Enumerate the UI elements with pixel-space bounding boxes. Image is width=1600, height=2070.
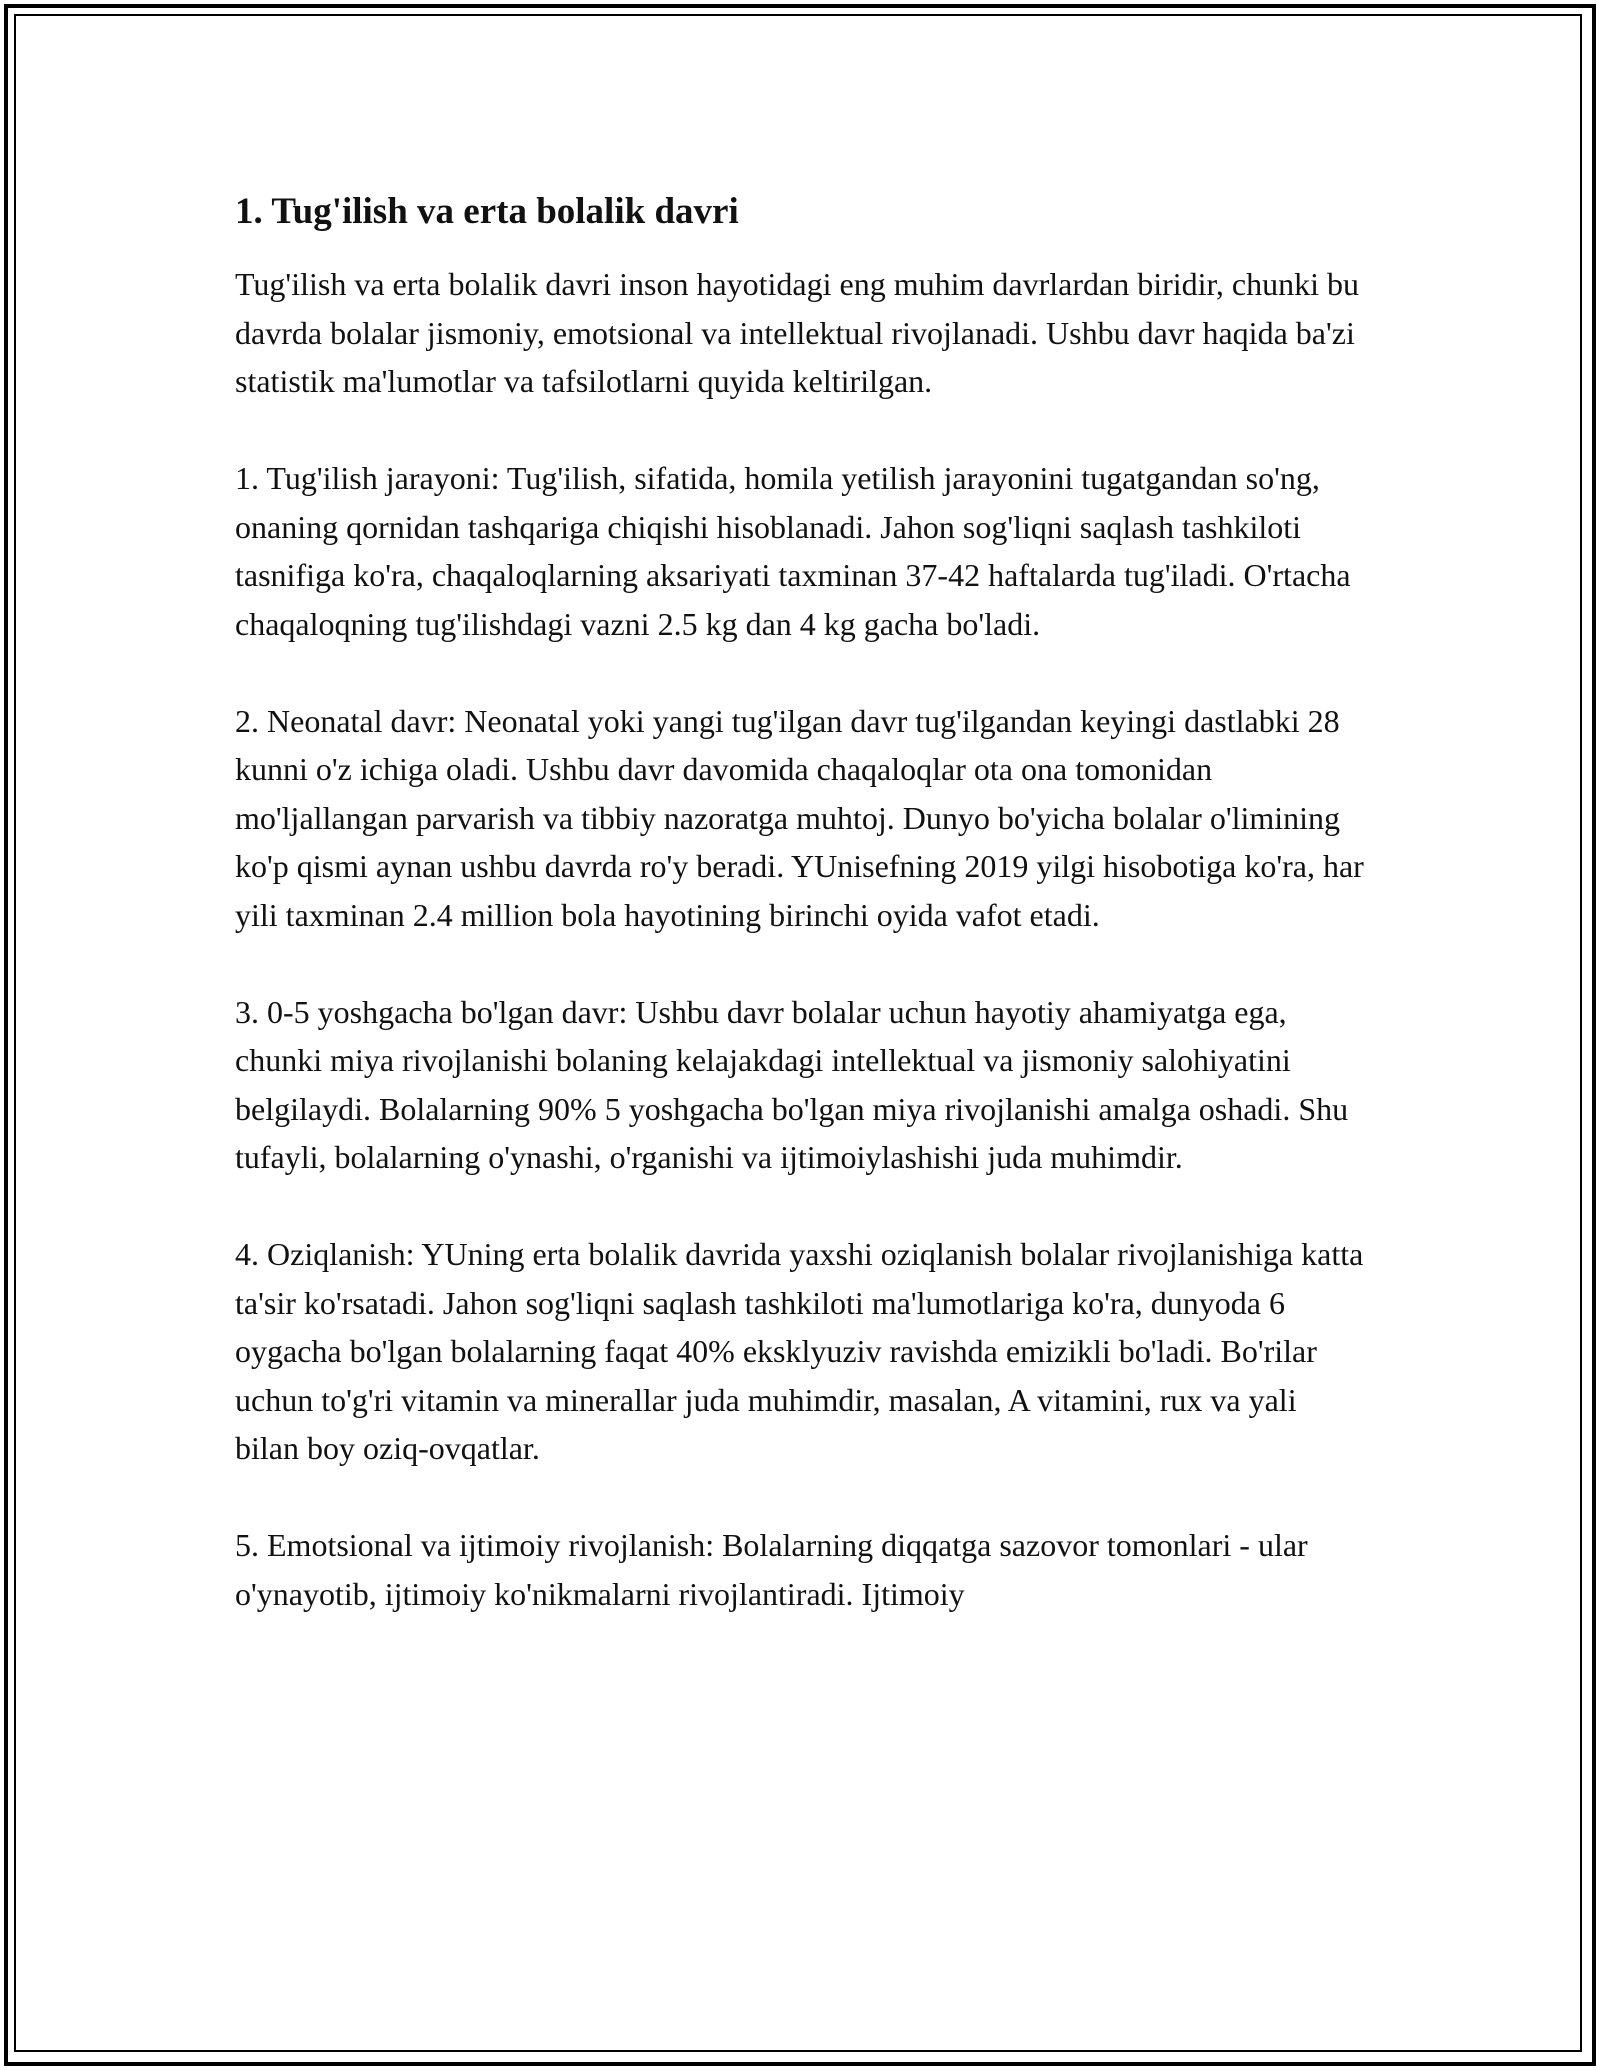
paragraph-nutrition: 4. Oziqlanish: YUning erta bolalik davrida yaxshi oziqlanish bolalar rivojlanishiga katta ta'sir ko'rsatadi. Jahon sog'liqni saqlash tashkiloti ma'lumotlariga ko'ra, dunyoda 6 oygacha bo'lgan bolalarning faqat 40% eksklyuziv ravishda emizikli bo'ladi. Bo'rilar uchun to'g'ri vitamin va minerallar juda muhimdir, masalan, A vitamini, rux va yali bilan boy oziq-ovqatlar. xyxy=(235,1236,1364,1466)
paragraph-emotional-development: 5. Emotsional va ijtimoiy rivojlanish: Bolalarning diqqatga sazovor tomonlari - ular o'ynayotib, ijtimoiy ko'nikmalarni rivojlantiradi. Ijtimoiy xyxy=(235,1527,1308,1612)
section-heading: 1. Tug'ilish va erta bolalik davri xyxy=(235,191,739,232)
document-body xyxy=(235,188,1365,1667)
paragraph-neonatal-period: 2. Neonatal davr: Neonatal yoki yangi tug'ilgan davr tug'ilgandan keyingi dastlabki 28 kunni o'z ichiga oladi. Ushbu davr davomida chaqaloqlar ota ona tomonidan mo'ljallangan parvarish va tibbiy nazoratga muhtoj. Dunyo bo'yicha bolalar o'limining ko'p qismi aynan ushbu davrda ro'y beradi. YUnisefning 2019 yilgi hisobotiga ko'ra, har yili taxminan 2.4 million bola hayotining birinchi oyida vafot etadi. xyxy=(235,702,1364,933)
paragraph-birth-process: 1. Tug'ilish jarayoni: Tug'ilish, sifatida, homila yetilish jarayonini tugatgandan so'ng, onaning qornidan tashqariga chiqishi hisoblanadi. Jahon sog'liqni saqlash tashkiloti tasnifiga ko'ra, chaqaloqlarning aksariyati taxminan 37-42 haftalarda tug'iladi. O'rtacha chaqaloqning tug'ilishdagi vazni 2.5 kg dan 4 kg gacha bo'ladi. xyxy=(235,460,1351,642)
intro-paragraph: Tug'ilish va erta bolalik davri inson hayotidagi eng muhim davrlardan biridir, chunki bu davrda bolalar jismoniy, emotsional va intellektual rivojlanadi. Ushbu davr haqida ba'zi statistik ma'lumotlar va tafsilotlarni quyida keltirilgan. xyxy=(235,266,1359,399)
paragraph-early-years: 3. 0-5 yoshgacha bo'lgan davr: Ushbu davr bolalar uchun hayotiy ahamiyatga ega, chunki miya rivojlanishi bolaning kelajakdagi intellektual va jismoniy salohiyatini belgilaydi. Bolalarning 90% 5 yoshgacha bo'lgan miya rivojlanishi amalga oshadi. Shu tufayli, bolalarning o'ynashi, o'rganishi va ijtimoiylashishi juda muhimdir. xyxy=(235,993,1349,1175)
